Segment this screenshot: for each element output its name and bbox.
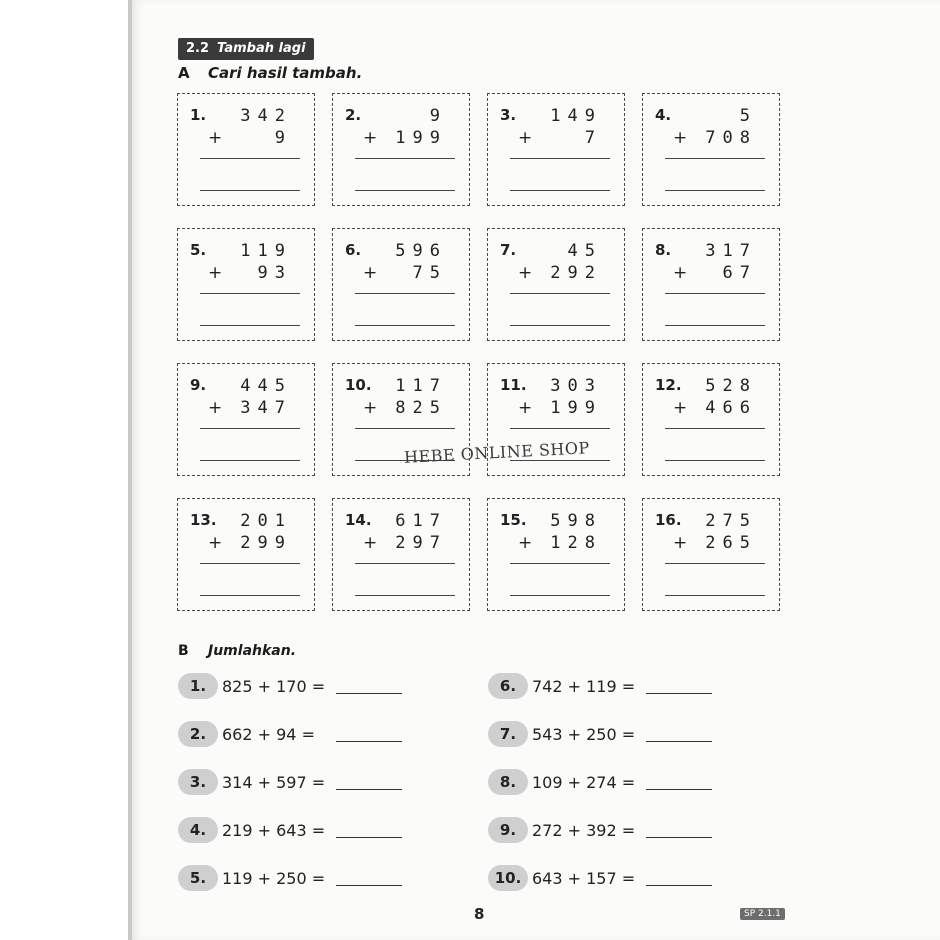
section-number: 2.2 <box>186 41 210 56</box>
addend-top: 596 <box>395 241 447 261</box>
problem-number: 2. <box>345 106 362 124</box>
equation-expression: 119 + 250 = <box>222 868 326 888</box>
answer-blank[interactable] <box>646 693 712 694</box>
section-title: Tambah lagi <box>217 41 306 56</box>
question-number-badge: 7. <box>488 721 528 747</box>
part-b-heading <box>178 643 296 659</box>
equation-row <box>178 817 402 843</box>
equation-expression: 825 + 170 = <box>222 676 326 696</box>
plus-sign: + <box>673 533 688 553</box>
question-number-badge: 9. <box>488 817 528 843</box>
addend-top: 9 <box>429 106 447 126</box>
plus-sign: + <box>363 263 378 283</box>
answer-blank[interactable] <box>336 741 402 742</box>
equation-expression: 643 + 157 = <box>532 868 636 888</box>
answer-blank[interactable] <box>646 789 712 790</box>
addend-bottom: 199 <box>395 128 447 148</box>
problem-number: 8. <box>655 241 672 259</box>
plus-sign: + <box>518 263 533 283</box>
addition-problem-box <box>642 93 780 206</box>
equation-expression: 742 + 119 = <box>532 676 636 696</box>
equation-row <box>488 769 712 795</box>
equation-expression: 314 + 597 = <box>222 772 326 792</box>
answer-line[interactable] <box>665 595 765 596</box>
addend-bottom: 265 <box>705 533 757 553</box>
sum-line <box>510 428 610 429</box>
plus-sign: + <box>363 398 378 418</box>
addend-bottom: 128 <box>550 533 602 553</box>
addition-problem-box <box>487 228 625 341</box>
answer-line[interactable] <box>510 595 610 596</box>
answer-line[interactable] <box>510 325 610 326</box>
answer-line[interactable] <box>665 460 765 461</box>
sum-line <box>200 293 300 294</box>
addend-bottom: 347 <box>240 398 292 418</box>
addend-top: 528 <box>705 376 757 396</box>
problem-number: 9. <box>190 376 207 394</box>
question-number-badge: 2. <box>178 721 218 747</box>
problem-number: 7. <box>500 241 517 259</box>
addend-bottom: 9 <box>274 128 292 148</box>
addend-bottom: 708 <box>705 128 757 148</box>
answer-line[interactable] <box>355 190 455 191</box>
sum-line <box>665 563 765 564</box>
addition-problem-box <box>642 498 780 611</box>
problem-number: 3. <box>500 106 517 124</box>
addend-bottom: 199 <box>550 398 602 418</box>
curriculum-code: SP 2.1.1 <box>740 908 785 920</box>
page-number: 8 <box>474 905 485 923</box>
addend-top: 317 <box>705 241 757 261</box>
plus-sign: + <box>363 128 378 148</box>
problem-number: 15. <box>500 511 527 529</box>
section-tag <box>178 38 314 60</box>
problem-number: 10. <box>345 376 372 394</box>
answer-blank[interactable] <box>336 693 402 694</box>
question-number-badge: 1. <box>178 673 218 699</box>
book-binding-margin <box>0 0 128 940</box>
answer-line[interactable] <box>200 190 300 191</box>
addend-top: 149 <box>550 106 602 126</box>
addend-top: 445 <box>240 376 292 396</box>
equation-row <box>178 673 402 699</box>
problem-number: 16. <box>655 511 682 529</box>
plus-sign: + <box>673 263 688 283</box>
answer-line[interactable] <box>355 595 455 596</box>
problem-number: 4. <box>655 106 672 124</box>
answer-blank[interactable] <box>336 885 402 886</box>
sum-line <box>510 563 610 564</box>
sum-line <box>355 563 455 564</box>
plus-sign: + <box>363 533 378 553</box>
equation-expression: 543 + 250 = <box>532 724 636 744</box>
sum-line <box>510 293 610 294</box>
addition-problem-box <box>642 363 780 476</box>
problem-number: 14. <box>345 511 372 529</box>
addition-problem-box <box>642 228 780 341</box>
addend-bottom: 297 <box>395 533 447 553</box>
sum-line <box>665 293 765 294</box>
sum-line <box>355 293 455 294</box>
sum-line <box>665 428 765 429</box>
addition-problem-box <box>177 93 315 206</box>
question-number-badge: 6. <box>488 673 528 699</box>
addition-problem-box <box>177 228 315 341</box>
equation-row <box>488 865 712 891</box>
sum-line <box>355 158 455 159</box>
addition-problem-box <box>332 228 470 341</box>
answer-line[interactable] <box>200 595 300 596</box>
plus-sign: + <box>673 398 688 418</box>
answer-line[interactable] <box>665 190 765 191</box>
plus-sign: + <box>208 533 223 553</box>
vertical-addition-grid <box>177 93 780 611</box>
problem-number: 5. <box>190 241 207 259</box>
addend-bottom: 299 <box>240 533 292 553</box>
answer-line[interactable] <box>200 460 300 461</box>
addend-top: 275 <box>705 511 757 531</box>
problem-number: 11. <box>500 376 527 394</box>
problem-number: 6. <box>345 241 362 259</box>
addend-bottom: 93 <box>257 263 292 283</box>
equation-row <box>178 865 402 891</box>
part-a-letter: A <box>178 64 190 82</box>
plus-sign: + <box>208 398 223 418</box>
sum-line <box>200 428 300 429</box>
question-number-badge: 5. <box>178 865 218 891</box>
equation-row <box>488 721 712 747</box>
problem-number: 1. <box>190 106 207 124</box>
addend-top: 617 <box>395 511 447 531</box>
addition-problem-box <box>487 93 625 206</box>
addend-top: 303 <box>550 376 602 396</box>
answer-blank[interactable] <box>646 837 712 838</box>
equation-expression: 219 + 643 = <box>222 820 326 840</box>
addend-bottom: 466 <box>705 398 757 418</box>
addend-top: 342 <box>240 106 292 126</box>
plus-sign: + <box>673 128 688 148</box>
answer-line[interactable] <box>355 325 455 326</box>
sum-line <box>200 563 300 564</box>
problem-number: 12. <box>655 376 682 394</box>
question-number-badge: 10. <box>488 865 528 891</box>
addend-top: 119 <box>240 241 292 261</box>
answer-line[interactable] <box>665 325 765 326</box>
addend-top: 117 <box>395 376 447 396</box>
addend-bottom: 67 <box>722 263 757 283</box>
equation-row <box>178 721 402 747</box>
answer-line[interactable] <box>510 190 610 191</box>
part-a-instruction: Cari hasil tambah. <box>208 64 363 82</box>
plus-sign: + <box>518 398 533 418</box>
answer-blank[interactable] <box>646 885 712 886</box>
question-number-badge: 4. <box>178 817 218 843</box>
equation-row <box>488 673 712 699</box>
sum-line <box>355 428 455 429</box>
plus-sign: + <box>518 128 533 148</box>
watermark: HEBE ONLINE SHOP <box>403 438 591 467</box>
addend-bottom: 825 <box>395 398 447 418</box>
addend-top: 5 <box>739 106 757 126</box>
equation-row <box>178 769 402 795</box>
addition-problem-box <box>332 93 470 206</box>
sum-line <box>665 158 765 159</box>
sum-line <box>510 158 610 159</box>
equation-expression: 109 + 274 = <box>532 772 636 792</box>
addition-problem-box <box>332 498 470 611</box>
addend-top: 598 <box>550 511 602 531</box>
question-number-badge: 8. <box>488 769 528 795</box>
addend-top: 201 <box>240 511 292 531</box>
equation-expression: 272 + 392 = <box>532 820 636 840</box>
equation-expression: 662 + 94 = <box>222 724 315 744</box>
question-number-badge: 3. <box>178 769 218 795</box>
equation-row <box>488 817 712 843</box>
part-a-heading <box>178 64 362 82</box>
addend-top: 45 <box>567 241 602 261</box>
part-b-letter: B <box>178 643 189 659</box>
addition-problem-box <box>177 498 315 611</box>
part-b-instruction: Jumlahkan. <box>208 643 297 659</box>
answer-blank[interactable] <box>336 837 402 838</box>
addend-bottom: 75 <box>412 263 447 283</box>
answer-blank[interactable] <box>646 741 712 742</box>
addend-bottom: 292 <box>550 263 602 283</box>
answer-blank[interactable] <box>336 789 402 790</box>
problem-number: 13. <box>190 511 217 529</box>
answer-line[interactable] <box>200 325 300 326</box>
sum-line <box>200 158 300 159</box>
plus-sign: + <box>208 128 223 148</box>
plus-sign: + <box>208 263 223 283</box>
plus-sign: + <box>518 533 533 553</box>
addend-bottom: 7 <box>584 128 602 148</box>
addition-problem-box <box>177 363 315 476</box>
addition-problem-box <box>487 498 625 611</box>
